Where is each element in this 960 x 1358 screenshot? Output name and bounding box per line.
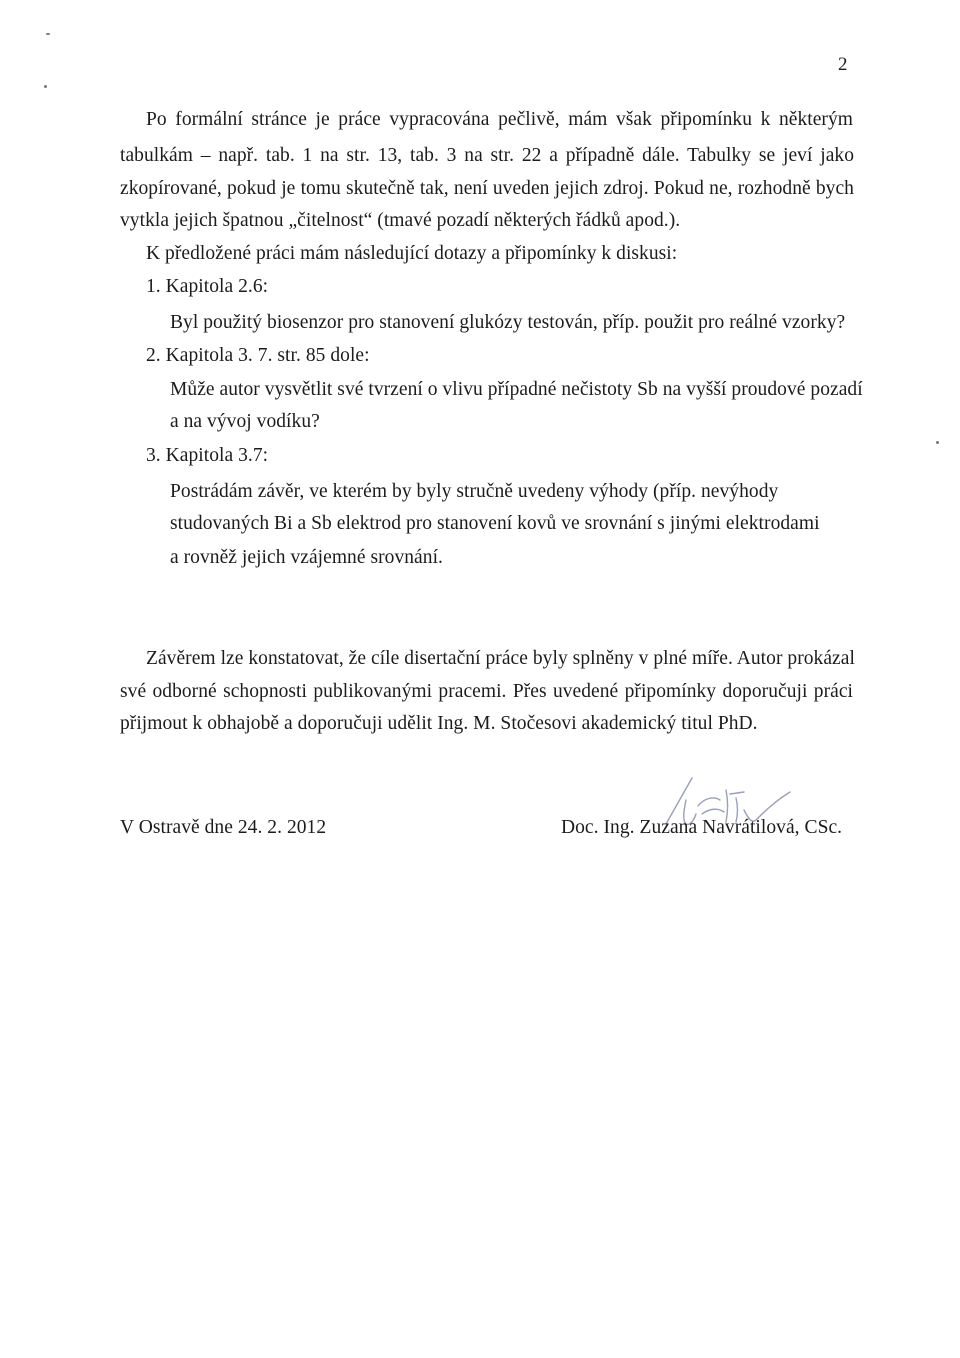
scan-speck xyxy=(46,33,50,35)
question-1-heading: 1. Kapitola 2.6: xyxy=(146,276,269,297)
conclusion-line-2: své odborné schopnosti publikovanými pracemi. Přes uvedené připomínky doporučuji práci xyxy=(120,681,853,702)
conclusion-line-1: Závěrem lze konstatovat, že cíle disertační práce byly splněny v plné míře. Autor prokázal xyxy=(146,648,855,669)
question-3-text-2: studovaných Bi a Sb elektrod pro stanovení kovů ve srovnání s jinými elektrodami xyxy=(170,513,820,534)
question-2-text-2: a na vývoj vodíku? xyxy=(170,411,320,432)
question-1-text: Byl použitý biosenzor pro stanovení glukózy testován, příp. použit pro reálné vzorky? xyxy=(170,312,846,333)
scan-speck xyxy=(936,441,939,444)
conclusion-line-3: přijmout k obhajobě a doporučuji udělit Ing. M. Stočesovi akademický titul PhD. xyxy=(120,713,758,734)
para1-line-1: Po formální stránce je práce vypracována pečlivě, mám však připomínku k některým xyxy=(146,109,853,130)
signatory-name: Doc. Ing. Zuzana Navrátilová, CSc. xyxy=(561,817,843,838)
para1-line-3: zkopírované, pokud je tomu skutečně tak, není uveden jejich zdroj. Pokud ne, rozhodně bych xyxy=(120,178,854,199)
question-3-heading: 3. Kapitola 3.7: xyxy=(146,445,269,466)
place-date: V Ostravě dne 24. 2. 2012 xyxy=(120,817,327,838)
questions-intro: K předložené práci mám následující dotazy a připomínky k diskusi: xyxy=(146,243,678,264)
para1-line-2: tabulkám – např. tab. 1 na str. 13, tab. 3 na str. 22 a případně dále. Tabulky se jeví jako xyxy=(120,145,854,166)
question-2-text-1: Může autor vysvětlit své tvrzení o vlivu případné nečistoty Sb na vyšší proudové pozadí xyxy=(170,379,863,400)
question-3-text-1: Postrádám závěr, ve kterém by byly stručně uvedeny výhody (příp. nevýhody xyxy=(170,481,779,502)
question-3-text-3: a rovněž jejich vzájemné srovnání. xyxy=(170,547,443,568)
scan-speck xyxy=(44,85,47,88)
page-number: 2 xyxy=(838,54,848,75)
para1-line-4: vytkla jejich špatnou „čitelnost“ (tmavé pozadí některých řádků apod.). xyxy=(120,210,681,231)
question-2-heading: 2. Kapitola 3. 7. str. 85 dole: xyxy=(146,345,370,366)
